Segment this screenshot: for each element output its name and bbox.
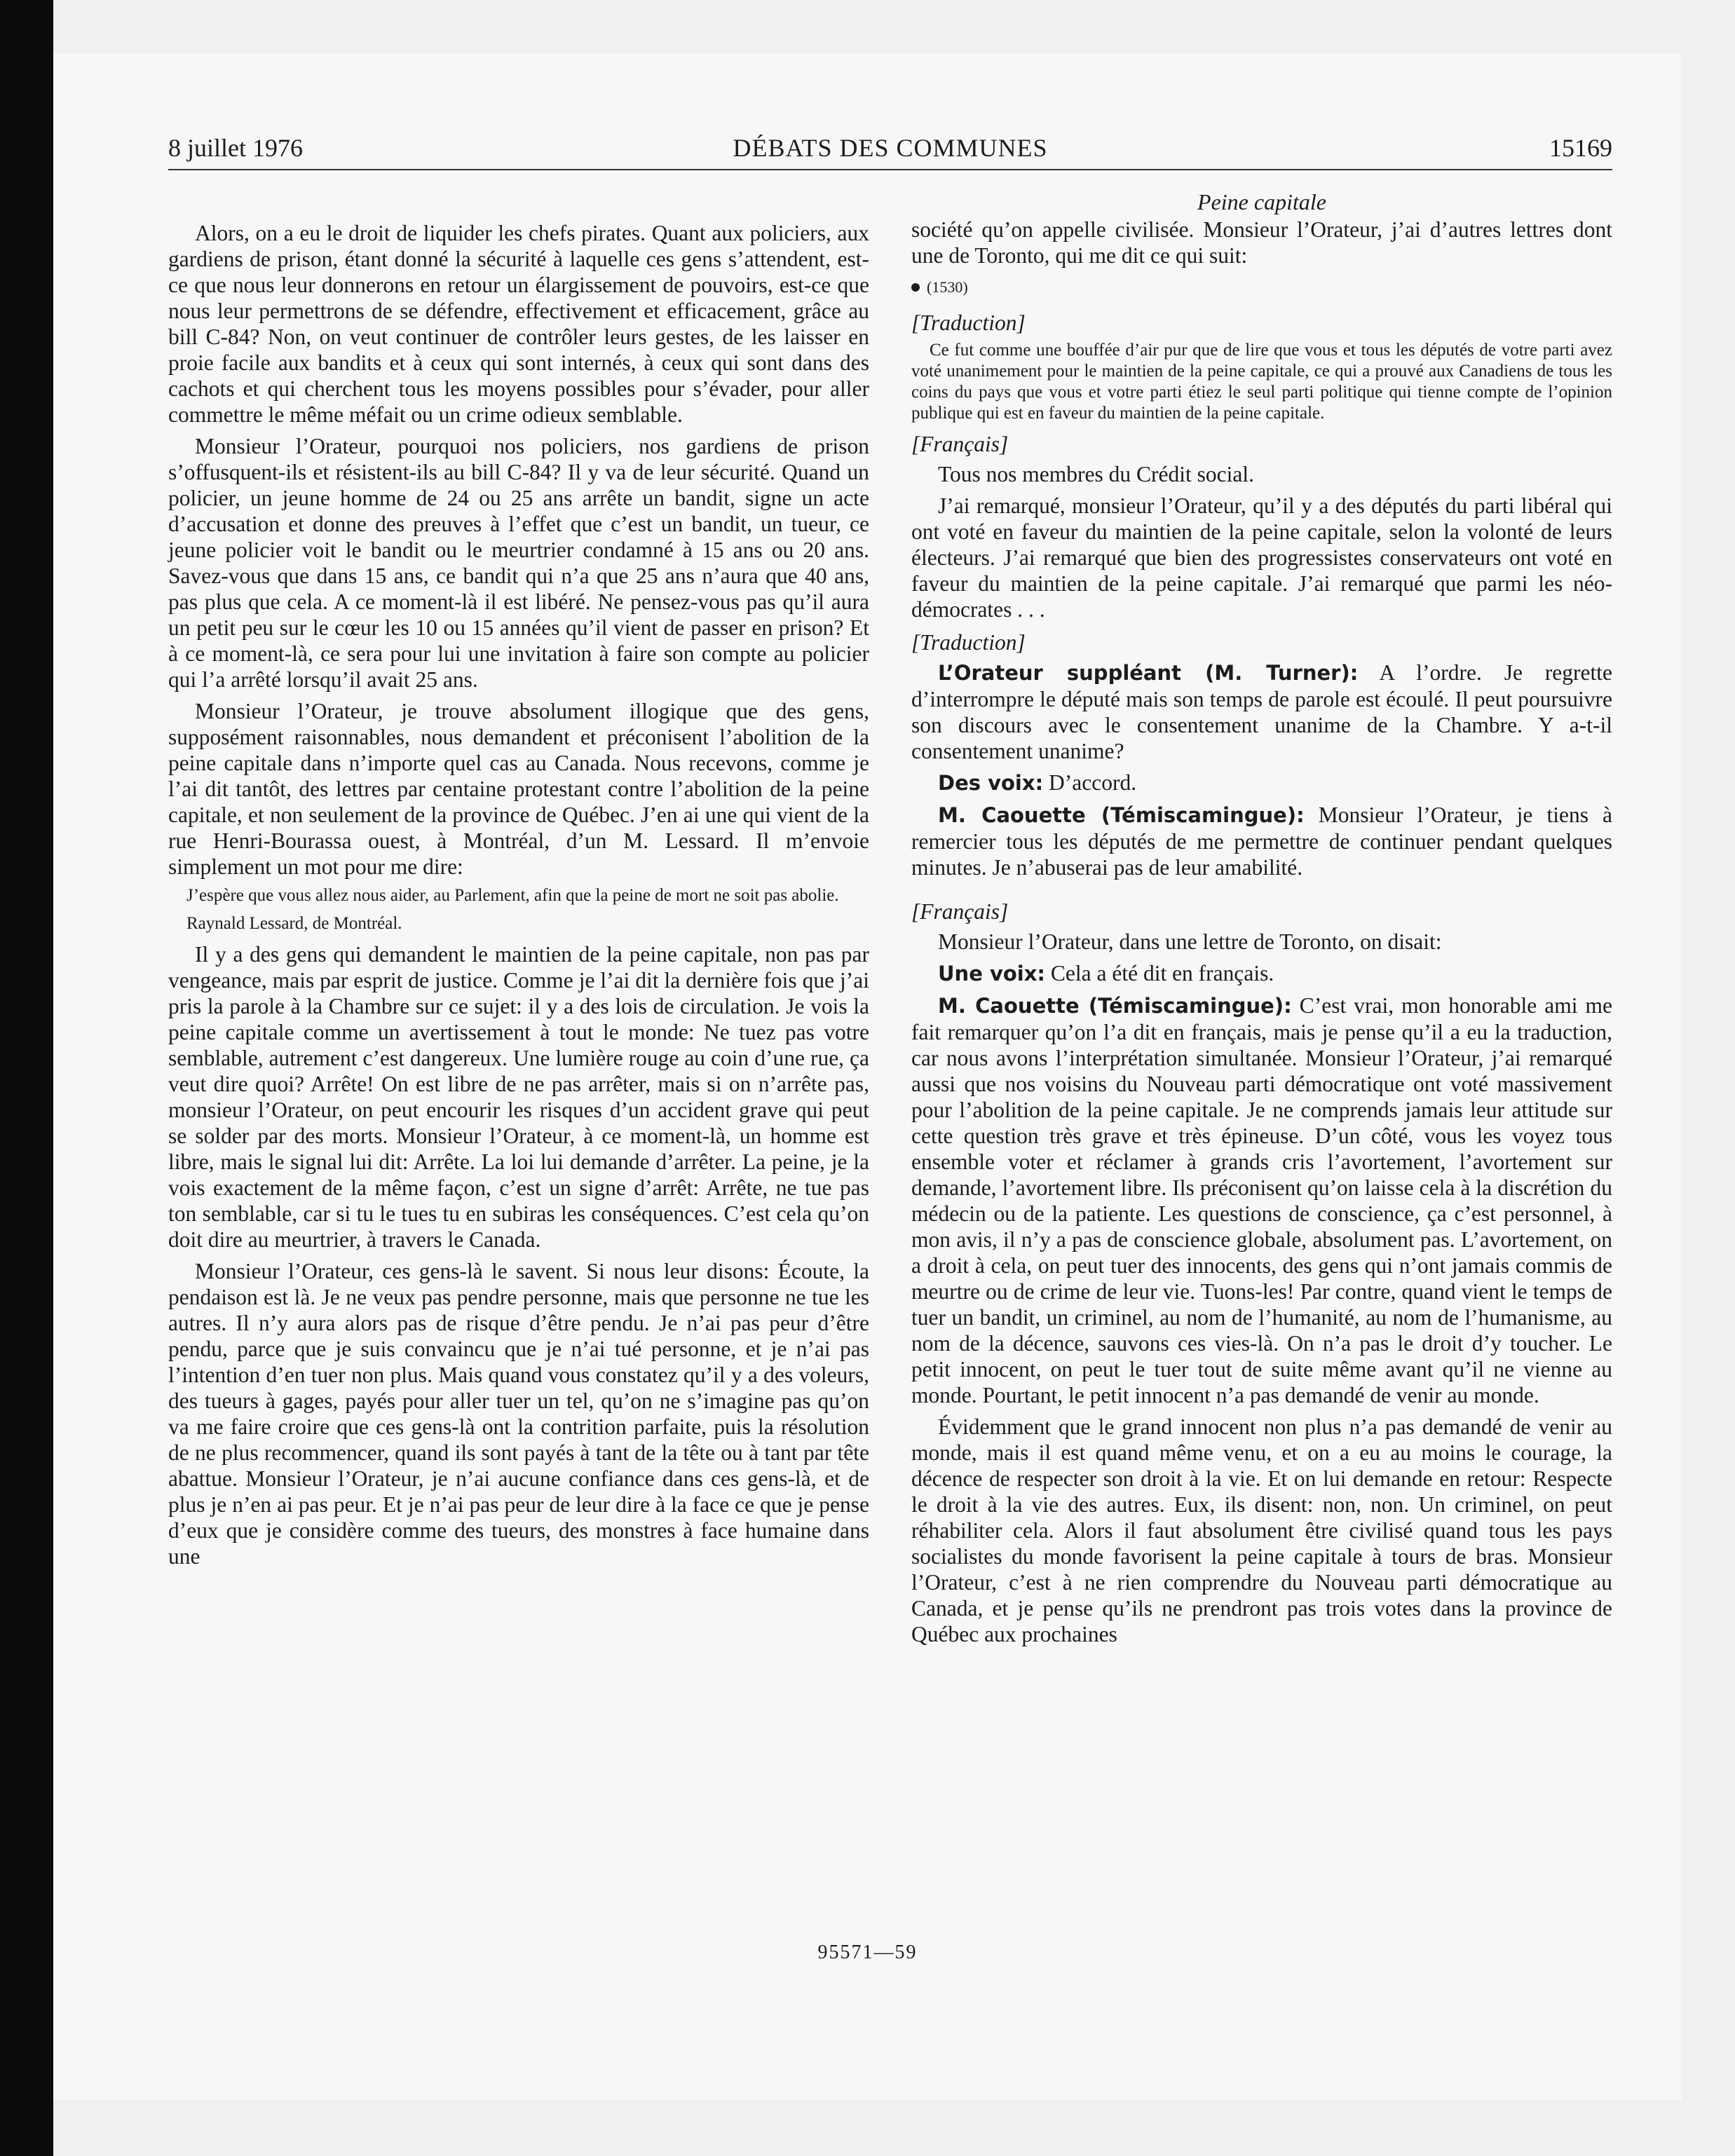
scan-edge-right: [1682, 0, 1735, 2156]
left-paragraph-1: Alors, on a eu le droit de liquider les chefs pirates. Quant aux policiers, aux gardiens de prison, étant donné la sécurité à laquelle ces gens s’attendent, est-ce que nous leur donnerons en retour un élargissement de pouvoirs, est-ce que nous leur permettrons de se défendre, effectivement et efficacement, grâce au bill C-84? Non, on veut continuer de contrôler leurs gestes, de les laisser en proie facile aux bandits et à ceux qui sont internés, à ceux qui sont dans des cachots et qui cherchent tous les moyens possibles pour s’évader, pour aller commettre le même méfait ou un crime odieux semblable.: [168, 221, 869, 427]
speech-des-voix: [911, 770, 1612, 796]
speech-des-voix-text: D’accord.: [1049, 770, 1137, 795]
left-letter-quote: J’espère que vous allez nous aider, au Parlement, afin que la peine de mort ne soit pas abolie.: [186, 886, 839, 905]
speaker-caouette-1: M. Caouette (Témiscamingue):: [938, 803, 1305, 827]
page-header: [168, 133, 1612, 168]
right-letter-quote: Ce fut comme une bouffée d’air pur que de lire que vous et tous les députés de votre parti avez voté unanimement pour le maintien de la peine capitale, ce qui a prouvé aux Canadiens de tous les coins du pays que vous et votre parti étiez le seul parti politique qui tienne compte de l’opinion publique qui est en faveur du maintien de la peine capitale.: [911, 341, 1612, 423]
tag-traduction: [Traduction]: [911, 311, 1026, 335]
running-title: Peine capitale: [1197, 189, 1326, 214]
right-paragraph-1: société qu’on appelle civilisée. Monsieur l’Orateur, j’ai d’autres lettres dont une de Toronto, qui me dit ce qui suit:: [911, 217, 1612, 268]
speech-caouette-2: [911, 992, 1612, 1408]
time-mark: [911, 274, 1612, 300]
speaker-caouette-2: M. Caouette (Témiscamingue):: [938, 994, 1292, 1018]
tag-traduction-2: [Traduction]: [911, 630, 1026, 655]
speaker-des-voix: Des voix:: [938, 771, 1044, 795]
header-rule: [168, 169, 1612, 170]
time-mark-label: (1530): [927, 278, 968, 296]
header-date: 8 juillet 1976: [168, 134, 303, 162]
footer-code: 95571—59: [817, 1942, 918, 1963]
right-paragraph-2: Tous nos membres du Crédit social.: [938, 462, 1254, 486]
scan-edge-left: [0, 0, 53, 2156]
tag-francais-2: [Français]: [911, 899, 1009, 924]
speech-une-voix: [911, 960, 1612, 987]
left-column: [168, 220, 869, 1575]
header-title: DÉBATS DES COMMUNES: [733, 134, 1048, 162]
left-letter-signature: Raynald Lessard, de Montréal.: [186, 914, 402, 933]
right-column: [911, 189, 1612, 1653]
scan-edge-top: [53, 0, 1735, 53]
header-page-number: 15169: [1549, 134, 1612, 162]
right-paragraph-4: Monsieur l’Orateur, dans une lettre de Toronto, on disait:: [938, 929, 1442, 954]
speech-caouette-1-text: Monsieur l’Orateur, je tiens à remercier tous les députés de me permettre de continuer pendant quelques minutes. Je n’abuserai pas de leur amabilité.: [911, 803, 1612, 880]
scan-edge-bottom: [53, 2100, 1735, 2156]
speech-turner-text: A l’ordre. Je regrette d’interrompre le député mais son temps de parole est écoulé. Il peut poursuivre son discours avec le consentement unanime de la Chambre. Y a-t-il consentement unanime?: [911, 660, 1612, 763]
left-paragraph-2: Monsieur l’Orateur, pourquoi nos policiers, nos gardiens de prison s’offusquent-ils et résistent-ils au bill C-84? Il y va de leur sécurité. Quand un policier, un jeune homme de 24 ou 25 ans arrête un bandit, signe un acte d’accusation et donne des preuves à l’effet que c’est un bandit, un tueur, ce jeune policier voit le bandit ou le meurtrier condamné à 15 ans ou 20 ans. Savez-vous que dans 15 ans, ce bandit qui n’a que 25 ans n’aura que 40 ans, pas plus que cela. A ce moment-là il est libéré. Ne pensez-vous pas qu’il aura un petit peu sur le cœur les 10 ou 15 années qu’il vient de passer en prison? Et à ce moment-là, ce sera pour lui une invitation à faire son compte au policier qui l’a arrêté lorsqu’il avait 25 ans.: [168, 434, 869, 692]
speech-caouette-1: [911, 802, 1612, 880]
left-paragraph-5: Monsieur l’Orateur, ces gens-là le savent. Si nous leur disons: Écoute, la pendaison est là. Je ne veux pas pendre personne, mais que personne ne tue les autres. Il n’y aura alors pas de risque d’être pendu. Je n’ai pas peur d’être pendu, parce que je suis convaincu que je n’ai tué personne, et je n’ai pas l’intention d’en tuer non plus. Mais quand vous constatez qu’il y a des voleurs, des tueurs à gages, payés pour aller tuer un tel, qu’on ne s’imagine pas qu’on va me faire croire que ces gens-là ont la contrition parfaite, puis la résolution de ne plus recommencer, quand ils sont payés à tant de la tête ou à tant par tête abattue. Monsieur l’Orateur, je n’ai aucune confiance dans ces gens-là, et de plus je n’en ai pas peur. Et je n’ai pas peur de leur dire à la face ce que je pense d’eux que je considère comme des tueurs, des monstres à face humaine dans une: [168, 1259, 869, 1569]
speaker-une-voix: Une voix:: [938, 962, 1046, 985]
left-paragraph-4: Il y a des gens qui demandent le maintien de la peine capitale, non pas par vengeance, mais par esprit de justice. Comme je l’ai dit la dernière fois que j’ai pris la parole à la Chambre sur ce sujet: il y a des lois de circulation. Je vois la peine capitale comme un avertissement à tout le monde: Ne tuez pas votre semblable, autrement c’est dangereux. Une lumière rouge au coin d’une rue, ça veut dire quoi? Arrête! On est libre de ne pas arrêter, mais si on n’arrête pas, monsieur l’Orateur, on peut encourir les risques d’un accident grave qui peut se solder par des morts. Monsieur l’Orateur, à ce moment-là, un homme est libre, mais le signal lui dit: Arrête. La loi lui demande d’arrêter. La peine, je la vois exactement de la même façon, c’est un signe d’arrêt: Arrête, ne tue pas ton semblable, car si tu le tues tu en subiras les conséquences. C’est cela qu’on doit dire au meurtrier, à travers le Canada.: [168, 942, 869, 1252]
right-paragraph-3: J’ai remarqué, monsieur l’Orateur, qu’il y a des députés du parti libéral qui ont voté en faveur du maintien de la peine capitale, selon la volonté de leurs électeurs. J’ai remarqué que bien des progressistes conservateurs ont voté en faveur du maintien de la peine capitale. J’ai remarqué que parmi les néo-démocrates . . .: [911, 493, 1612, 622]
bullet-icon: [911, 283, 920, 292]
left-paragraph-3: Monsieur l’Orateur, je trouve absolument illogique que des gens, supposément raisonnables, nous demandent et préconisent l’abolition de la peine capitale dans n’importe quel cas au Canada. Nous recevons, comme je l’ai dit tantôt, des lettres par centaine protestant contre l’abolition de la peine capitale, et non seulement de la province de Québec. J’en ai une qui vient de la rue Henri-Bourassa ouest, à Montréal, d’un M. Lessard. Il m’envoie simplement un mot pour me dire:: [168, 699, 869, 879]
speech-caouette-2-text: C’est vrai, mon honorable ami me fait remarquer qu’on l’a dit en français, mais je pense qu’il a eu la traduction, car nous avons l’interprétation simultanée. Monsieur l’Orateur, j’ai remarqué aussi que nos voisins du Nouveau parti démocratique ont voté massivement pour l’abolition de la peine capitale. Je ne comprends jamais leur attitude sur cette question très grave et très épineuse. D’un côté, vous les voyez tous ensemble voter et réclamer à grands cris l’avortement, l’avortement sur demande, l’avortement libre. Ils préconisent qu’on laisse cela à la discrétion du médecin ou de la patiente. Les questions de conscience, ça c’est personnel, à mon avis, il n’y a pas de conscience globale, absolument pas. L’avortement, on a droit à cela, on peut tuer des innocents, des gens qui n’ont jamais commis de meurtre ou de crime de leur vie. Tuons-les! Par contre, quand vient le temps de tuer un bandit, un criminel, au nom de l’humanité, au nom de l’humanisme, au nom de la décence, sauvons ces vies-là. On n’a pas le droit d’y toucher. Le petit innocent, on peut le tuer tout de suite même avant qu’il ne vienne au monde. Pourtant, le petit innocent n’a pas demandé de venir au monde.: [911, 993, 1613, 1407]
tag-francais: [Français]: [911, 432, 1009, 456]
speaker-turner: L’Orateur suppléant (M. Turner):: [938, 661, 1359, 685]
speech-turner: [911, 660, 1612, 764]
right-paragraph-5: Évidemment que le grand innocent non plus n’a pas demandé de venir au monde, mais il est quand même venu, et on a eu au moins le courage, la décence de respecter son droit à la vie. Et on lui demande en retour: Respecte le droit à la vie des autres. Eux, ils disent: non, non. Un criminel, on peut réhabiliter cela. Alors il faut absolument être civilisé quand tous les pays socialistes du monde favorisent la peine capitale à tours de bras. Monsieur l’Orateur, c’est à ne rien comprendre du Nouveau parti démocratique au Canada, et je pense qu’ils ne prendront pas trois votes dans la province de Québec aux prochaines: [911, 1414, 1612, 1646]
speech-une-voix-text: Cela a été dit en français.: [1050, 961, 1274, 985]
